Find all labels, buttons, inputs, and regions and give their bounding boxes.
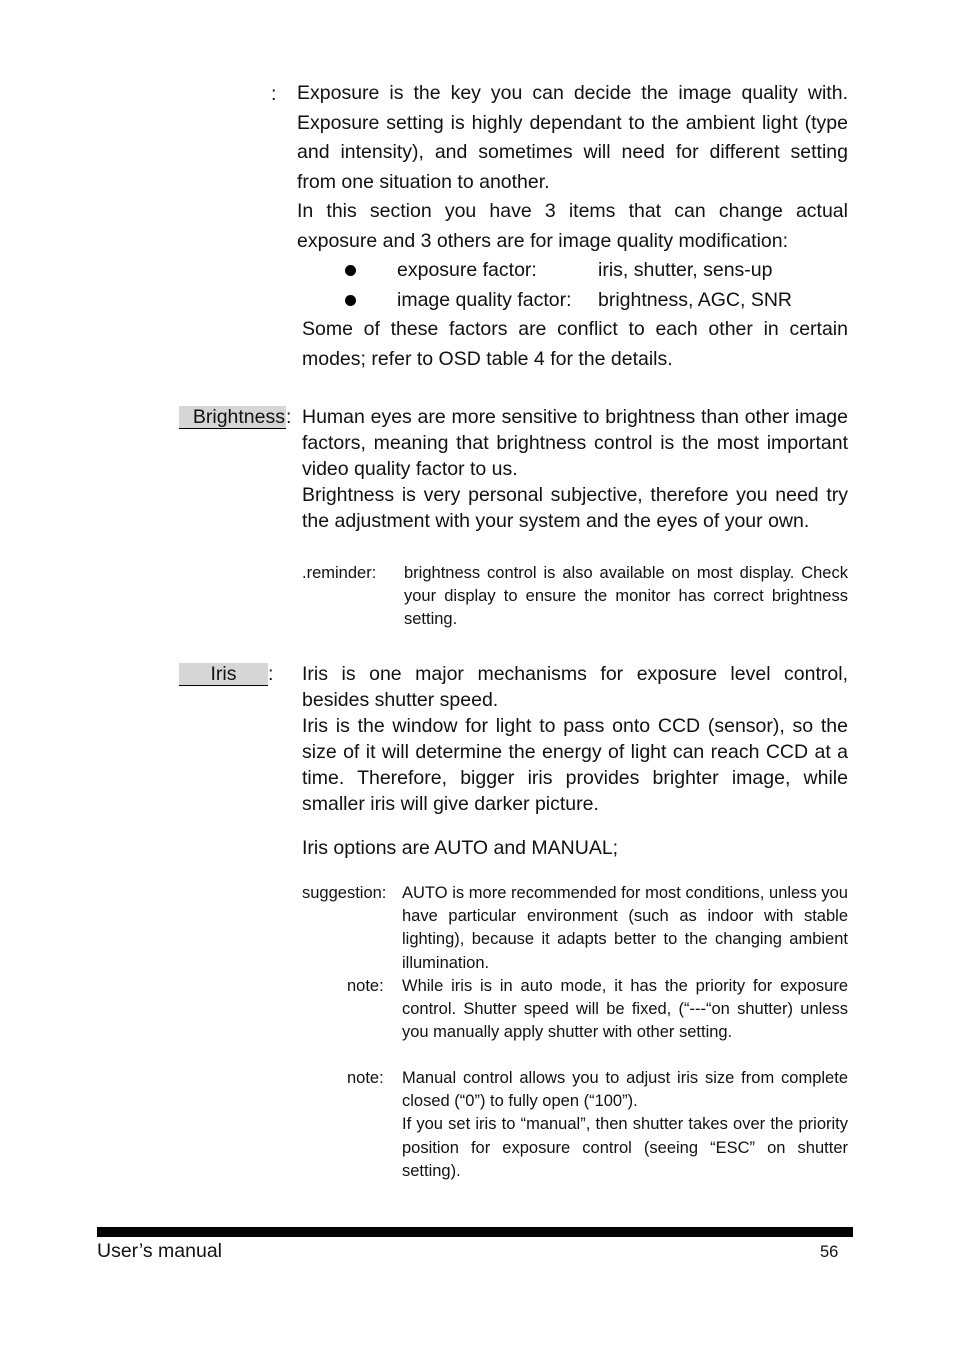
iris-colon: : (268, 663, 274, 685)
bullet-item (343, 256, 848, 286)
bullet-label: exposure factor: (397, 259, 537, 281)
note-body (402, 1067, 848, 1183)
brightness-label (179, 406, 286, 429)
exposure-section (297, 79, 848, 256)
exposure-paragraph-2: In this section you have 3 items that can change actual exposure and 3 others are for image quality modification: (297, 200, 848, 252)
brightness-paragraph-2: Brightness is very personal subjective, therefore you need try the adjustment with your system and the eyes of your own. (302, 484, 848, 532)
note-extra-text: If you set iris to “manual”, then shutter takes over the priority position for exposure control (seeing “ESC” on shutter setting). (402, 1115, 848, 1180)
exposure-bullet-list (343, 256, 848, 315)
iris-options-line: Iris options are AUTO and MANUAL; (302, 837, 619, 859)
brightness-colon: : (286, 406, 292, 428)
footer-title: User’s manual (97, 1240, 222, 1262)
exposure-colon: : (271, 83, 277, 105)
bullet-item (343, 286, 848, 316)
brightness-label-text: Brightness (192, 406, 285, 428)
iris-paragraph-2: Iris is the window for light to pass onto CCD (sensor), so the size of it will determine the energy of light can reach CCD at a time. Therefore, bigger iris provides brighter image, while smaller iris will give darker picture. (302, 715, 848, 815)
suggestion-label: suggestion: (302, 884, 387, 902)
exposure-closing-block (302, 315, 848, 374)
note-text: While iris is in auto mode, it has the priority for exposure control. Shutter speed will be fixed, (“---“on shutter) unless you manually apply shutter with other setting. (402, 977, 848, 1042)
exposure-closing: Some of these factors are conflict to each other in certain modes; refer to OSD table 4 for the details. (302, 318, 848, 370)
footer-rule (97, 1227, 853, 1237)
reminder-text: brightness control is also available on most display. Check your display to ensure the monitor has correct brightness setting. (404, 564, 848, 629)
brightness-paragraph-1: Human eyes are more sensitive to brightness than other image factors, meaning that brightness control is the most important video quality factor to us. (302, 406, 848, 480)
note-label: note: (347, 1069, 384, 1087)
iris-label-text: Iris (210, 663, 237, 685)
iris-label (179, 663, 268, 686)
page-number: 56 (820, 1243, 839, 1261)
note-label: note: (347, 977, 384, 995)
bullet-dot-icon (345, 265, 356, 276)
bullet-dot-icon (345, 295, 356, 306)
note-text: Manual control allows you to adjust iris size from complete closed (“0”) to fully open (“100”). (402, 1069, 848, 1111)
exposure-paragraph-1: Exposure is the key you can decide the image quality with. Exposure setting is highly dependant to the ambient light (type and intensity), and sometimes will need for different setting from one situation to another. (297, 82, 848, 193)
bullet-value: iris, shutter, sens-up (598, 259, 773, 281)
iris-paragraph-1: Iris is one major mechanisms for exposure level control, besides shutter speed. (302, 663, 848, 711)
reminder-label: .reminder: (302, 564, 377, 582)
brightness-section (302, 404, 848, 534)
iris-section (302, 661, 848, 817)
suggestion-text: AUTO is more recommended for most conditions, unless you have particular environment (such as indoor with stable lighting), because it adapts better to the changing ambient illumination. (402, 884, 848, 972)
bullet-value: brightness, AGC, SNR (598, 288, 792, 311)
bullet-label: image quality factor: (397, 288, 572, 311)
